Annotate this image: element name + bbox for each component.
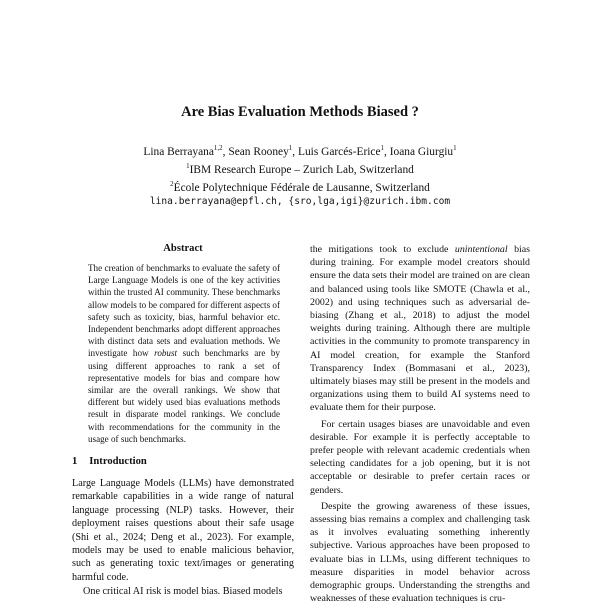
abstract-text <box>88 262 280 445</box>
author-emails: lina.berrayana@epfl.ch, {sro,lga,igi}@zurich.ibm.com <box>149 196 451 207</box>
right-paragraph-1-part-b: bias during training. For example model creators should ensure the data sets their model are trained on are clean and balanced using tools like SMOTE (Chawla et al., 2002) and using techniques such as adversarial de-biasing (Zhang et al., 2018) to adjust the model weights during training. Although there are multiple activities in the community to promote transparency in AI model creation, for example the Stanford Transparency Index (Bommasani et al., 2023), ultimately biases may still be present in the models and organizations using them to build AI systems need to evaluate them for their purpose. <box>310 244 530 414</box>
author-1: Lina Berrayana <box>143 145 214 158</box>
right-column <box>310 243 530 605</box>
paper-title: Are Bias Evaluation Methods Biased ? <box>181 104 419 120</box>
right-paragraph-2: For certain usages biases are unavoidable and even desirable. For example it is perfectly acceptable to prefer people with relevant academic credentials when selecting candidates for a job opening, but it is not acceptable or desirable to prefer certain races or genders. <box>310 418 530 496</box>
right-paragraph-1 <box>310 243 530 415</box>
intro-paragraph-1: Large Language Models (LLMs) have demonstrated remarkable capabilities in a wide range of natural language processing (NLP) tasks. However, their deployment raises questions about their safe usage (Shi et al., 2024; Deng et al., 2023). For example, models may be used to enable malicious behavior, such as generating toxic text/images or generating harmful code. <box>72 478 294 583</box>
affiliation-1 <box>0 159 600 177</box>
abstract-heading: Abstract <box>163 243 203 254</box>
abstract-emphasis: robust <box>154 348 178 359</box>
author-3: Luis Garcés-Erice <box>298 145 381 158</box>
left-column <box>72 243 294 599</box>
affiliation-2 <box>0 177 600 195</box>
intro-paragraph-2: One critical AI risk is model bias. Biased models <box>83 586 283 598</box>
affiliation-2-text: École Polytechnique Fédérale de Lausanne, Switzerland <box>173 181 430 194</box>
right-paragraph-1-emphasis: unintentional <box>454 244 508 255</box>
author-list: Lina Berrayana$^{1,2}$, Sean Rooney$^1$, Luis Garcés-Erice$^1$, Ioana Giurgiu$^1$ <box>143 144 457 158</box>
right-paragraph-3: Despite the growing awareness of these issues, assessing bias remains a complex and challenging task as it involves evaluating something inherently subjective. Various approaches have been proposed to evaluate bias in LLMs, using different techniques to measure disparities in model behavior across demographic groups. Understanding the strengths and weaknesses of these evaluation techniques is cru- <box>310 500 530 605</box>
affiliation-2-marker: 2 <box>170 180 174 188</box>
author-block <box>0 141 600 209</box>
affiliation-1-text: IBM Research Europe – Zurich Lab, Switzerland <box>189 163 414 176</box>
section-title: Introduction <box>89 456 147 468</box>
author-3-affil: 1 <box>380 144 385 152</box>
author-2-affil: 1 <box>288 144 293 152</box>
author-4-affil: 1 <box>453 144 457 152</box>
author-2: Sean Rooney <box>228 145 289 158</box>
section-heading-introduction <box>72 456 294 467</box>
section-number: 1 <box>72 456 78 468</box>
affiliation-1-marker: 1 <box>186 162 190 170</box>
abstract-text-part-1: The creation of benchmarks to evaluate the safety of Large Language Models is one of the key activities within the trusted AI community. These benchmarks allow models to be compared for different aspects of safety such as toxicity, bias, harmful behavior etc. Independent benchmarks adopt different approaches with distinct data sets and evaluation methods. We investigate how <box>88 263 280 359</box>
abstract-text-part-2: such benchmarks are by using different approaches to rank a set of representative models for bias and compare how similar are the overall rankings. We show that different but widely used bias evaluations methods result in disparate model rankings. We conclude with recommendations for the community in the usage of such benchmarks. <box>88 348 280 444</box>
right-paragraph-1-part-a: the mitigations took to exclude <box>310 244 455 255</box>
author-1-affil: 1,2 <box>213 144 223 152</box>
author-4: Ioana Giurgiu <box>389 145 454 158</box>
